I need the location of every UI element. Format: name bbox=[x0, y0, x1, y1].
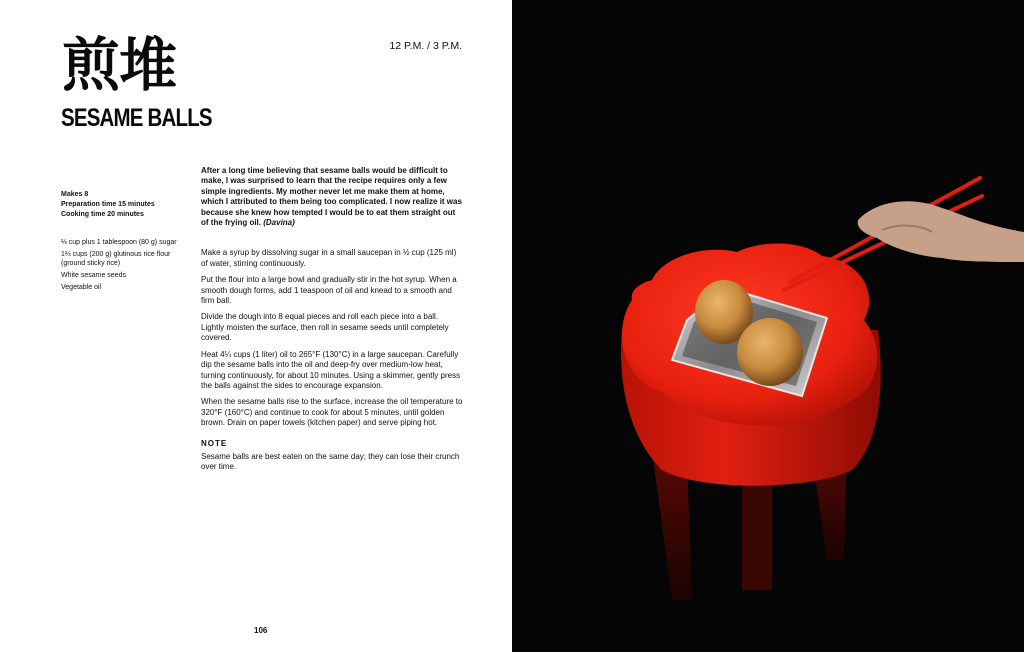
intro-text: After a long time believing that sesame balls would be difficult to make, I was surprised to learn that the recipe requires only a few simple ingredients. My mother never let me make them at home, which I attributed to them being too complicated. I now realize it was because she knew how tempted I would be to eat them straight out of the frying oil. bbox=[201, 166, 462, 228]
step: Divide the dough into 8 equal pieces and roll each piece into a ball. Lightly moisten the surface, then roll in sesame seeds until completely covered. bbox=[201, 312, 449, 343]
intro-author: (Davina) bbox=[263, 218, 295, 228]
step: Put the flour into a large bowl and gradually stir in the hot syrup. When a smooth dough forms, add 1 teaspoon of oil and knead to a smooth and firm ball. bbox=[201, 275, 457, 306]
recipe-title: SESAME BALLS bbox=[61, 104, 212, 132]
intro-paragraph bbox=[201, 166, 463, 228]
ingredient: White sesame seeds bbox=[61, 272, 126, 279]
prep-time: Preparation time 15 minutes bbox=[61, 201, 155, 208]
photo-page bbox=[512, 0, 1024, 652]
step: Heat 4¼ cups (1 liter) oil to 265°F (130°C) in a large saucepan. Carefully dip the sesame balls into the oil and deep-fry over medium-low heat, turning continuously, for about 10 minutes. Using a skimmer, gently press the balls against the sides to encourage expansion. bbox=[201, 349, 461, 390]
note-text: Sesame balls are best eaten on the same day; they can lose their crunch over time. bbox=[201, 451, 460, 472]
note-heading: NOTE bbox=[201, 438, 228, 448]
step: When the sesame balls rise to the surface, increase the oil temperature to 320°F (160°C) and continue to cook for about 5 minutes, until golden brown. Drain on paper towels (kitchen paper) and serve piping hot. bbox=[201, 397, 463, 428]
recipe-meta bbox=[61, 190, 155, 220]
ingredient-list bbox=[61, 238, 181, 295]
sesame-ball bbox=[737, 318, 803, 386]
time-of-day: 12 P.M. / 3 P.M. bbox=[389, 40, 462, 52]
ingredient: ⅔ cup plus 1 tablespoon (80 g) sugar bbox=[61, 239, 177, 246]
chinese-title: 煎堆 bbox=[62, 31, 177, 99]
page-number: 106 bbox=[254, 626, 268, 635]
sesame-balls-photo bbox=[512, 0, 1024, 652]
makes: Makes 8 bbox=[61, 191, 89, 198]
stool-leg bbox=[742, 470, 772, 590]
ingredient: 1⅔ cups (200 g) glutinous rice flour (ground sticky rice) bbox=[61, 251, 171, 267]
recipe-body bbox=[201, 166, 463, 479]
ingredient: Vegetable oil bbox=[61, 284, 102, 291]
cook-time: Cooking time 20 minutes bbox=[61, 211, 144, 218]
step: Make a syrup by dissolving sugar in a small saucepan in ½ cup (125 ml) of water, stirring continuously. bbox=[201, 248, 457, 268]
